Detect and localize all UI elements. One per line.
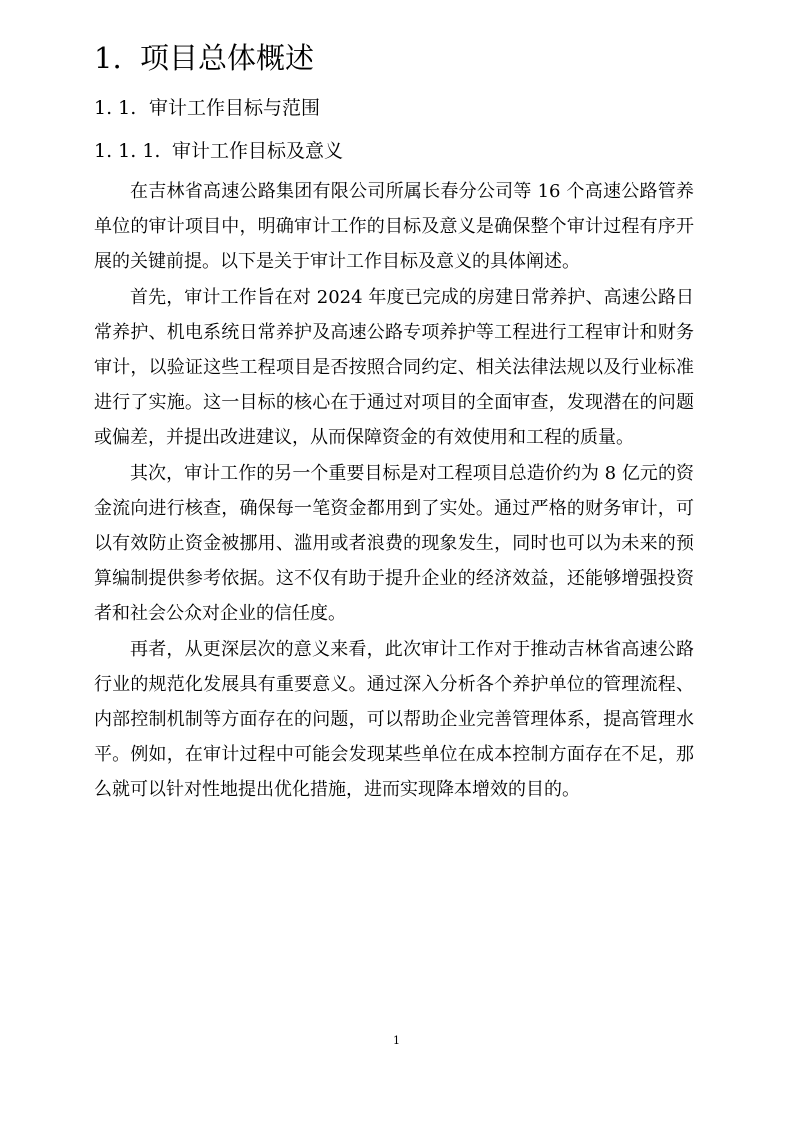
heading-2-title: 审计工作目标与范围 <box>149 97 321 119</box>
paragraph-third: 再者，从更深层次的意义来看，此次审计工作对于推动吉林省高速公路行业的规范化发展具有重要意义。通过深入分析各个养护单位的管理流程、内部控制机制等方面存在的问题，可以帮助企业完善管理体系，提高管理水平。例如，在审计过程中可能会发现某些单位在成本控制方面存在不足，那么就可以针对性地提出优化措施，进而实现降本增效的目的。 <box>94 638 694 801</box>
heading-2-number: 1. 1. <box>94 97 137 119</box>
heading-1-title: 项目总体概述 <box>140 41 315 75</box>
page-number: 1 <box>393 1034 400 1047</box>
heading-level-2 <box>94 93 320 123</box>
paragraph-intro: 在吉林省高速公路集团有限公司所属长春分公司等 16 个高速公路管养单位的审计项目中，明确审计工作的目标及意义是确保整个审计过程有序开展的关键前提。以下是关于审计工作目标及意义的具体阐述。 <box>94 181 694 273</box>
heading-1-number: 1. <box>94 41 122 75</box>
heading-3-number: 1. 1. 1. <box>94 140 161 162</box>
paragraph-second: 其次，审计工作的另一个重要目标是对工程项目总造价约为 8 亿元的资金流向进行核查，确保每一笔资金都用到了实处。通过严格的财务审计，可以有效防止资金被挪用、滥用或者浪费的现象发生，同时也可以为未来的预算编制提供参考依据。这不仅有助于提升企业的经济效益，还能够增强投资者和社会公众对企业的信任度。 <box>94 462 694 625</box>
body-text <box>94 174 694 808</box>
paragraph-first: 首先，审计工作旨在对 2024 年度已完成的房建日常养护、高速公路日常养护、机电系统日常养护及高速公路专项养护等工程进行工程审计和财务审计，以验证这些工程项目是否按照合同约定、相关法律法规以及行业标准进行了实施。这一目标的核心在于通过对项目的全面审查，发现潜在的问题或偏差，并提出改进建议，从而保障资金的有效使用和工程的质量。 <box>94 286 694 449</box>
heading-3-title: 审计工作目标及意义 <box>172 140 344 162</box>
heading-level-3 <box>94 136 343 166</box>
heading-level-1 <box>94 38 314 78</box>
